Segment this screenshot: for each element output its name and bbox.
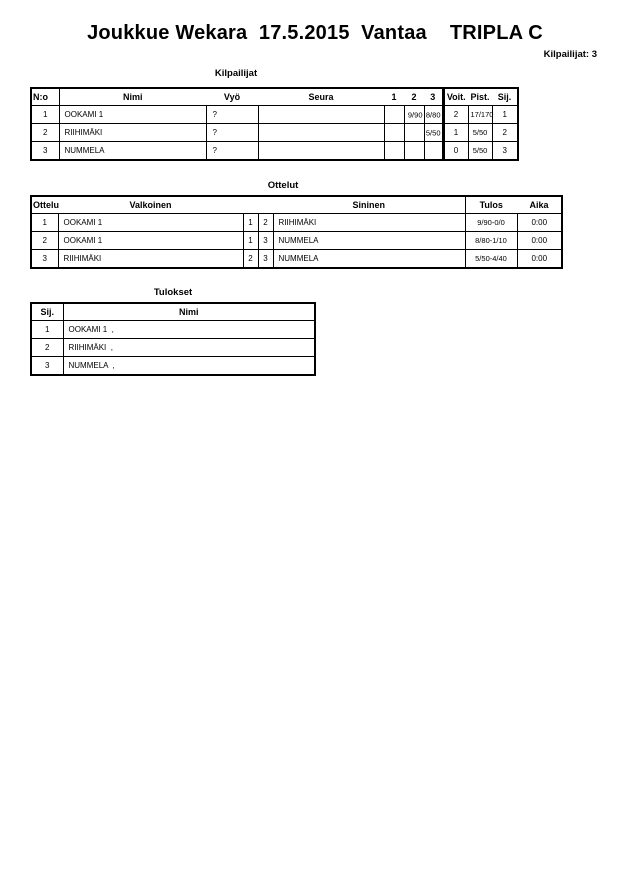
result-cell: 5/50-4/40 xyxy=(465,250,517,269)
result-name-cell: NUMMELA , xyxy=(63,357,315,376)
blue-competitor-cell: NUMMELA xyxy=(273,250,465,269)
competitor-number-cell: 2 xyxy=(31,124,59,142)
table-row xyxy=(31,250,562,269)
page-title: Joukkue Wekara 17.5.2015 Vantaa TRIPLA C xyxy=(87,22,543,44)
table-row xyxy=(31,232,562,250)
col-header-blue-number xyxy=(258,196,273,214)
competitor-name-cell: OOKAMI 1 xyxy=(59,106,206,124)
round1-score-cell xyxy=(384,142,404,161)
white-number-cell: 2 xyxy=(243,250,258,269)
round2-score-cell: 9/90 xyxy=(404,106,424,124)
col-header-blue: Sininen xyxy=(273,196,465,214)
competitor-belt-cell: ? xyxy=(206,124,258,142)
rank-cell: 1 xyxy=(31,321,63,339)
time-cell: 0:00 xyxy=(517,250,562,269)
blue-competitor-cell: RIIHIMÄKI xyxy=(273,214,465,232)
table-header-row xyxy=(31,196,562,214)
white-competitor-cell: RIIHIMÄKI xyxy=(58,250,243,269)
competitors-count: Kilpailijat: 3 xyxy=(543,49,597,60)
result-cell: 8/80-1/10 xyxy=(465,232,517,250)
time-cell: 0:00 xyxy=(517,232,562,250)
col-header-number: N:o xyxy=(31,88,59,106)
competitor-number-cell: 1 xyxy=(31,106,59,124)
competitor-belt-cell: ? xyxy=(206,142,258,161)
blue-number-cell: 3 xyxy=(258,250,273,269)
rank-cell: 1 xyxy=(492,106,518,124)
col-header-white: Valkoinen xyxy=(58,196,243,214)
rank-cell: 2 xyxy=(492,124,518,142)
table-row xyxy=(31,124,518,142)
blue-competitor-cell: NUMMELA xyxy=(273,232,465,250)
col-header-name: Nimi xyxy=(63,303,315,321)
rank-cell: 3 xyxy=(492,142,518,161)
white-competitor-cell: OOKAMI 1 xyxy=(58,214,243,232)
competitors-section-title: Kilpailijat xyxy=(214,68,258,79)
rank-cell: 3 xyxy=(31,357,63,376)
competitor-number-cell: 3 xyxy=(31,142,59,161)
competitors-table xyxy=(30,87,519,161)
col-header-round2: 2 xyxy=(404,88,424,106)
competitor-belt-cell: ? xyxy=(206,106,258,124)
wins-cell: 1 xyxy=(443,124,468,142)
match-number-cell: 1 xyxy=(31,214,58,232)
round2-score-cell xyxy=(404,124,424,142)
competitor-name-cell: NUMMELA xyxy=(59,142,206,161)
matches-table xyxy=(30,195,563,269)
white-number-cell: 1 xyxy=(243,232,258,250)
col-header-match: Ottelu xyxy=(31,196,58,214)
time-cell: 0:00 xyxy=(517,214,562,232)
points-cell: 5/50 xyxy=(468,124,492,142)
wins-cell: 0 xyxy=(443,142,468,161)
blue-number-cell: 3 xyxy=(258,232,273,250)
col-header-club: Seura xyxy=(258,88,384,106)
rank-cell: 2 xyxy=(31,339,63,357)
competitor-club-cell xyxy=(258,124,384,142)
white-number-cell: 1 xyxy=(243,214,258,232)
round3-score-cell: 8/80 xyxy=(424,106,443,124)
competitor-club-cell xyxy=(258,106,384,124)
result-name-cell: RIIHIMÄKI , xyxy=(63,339,315,357)
col-header-belt: Vyö xyxy=(206,88,258,106)
competitor-name-cell: RIIHIMÄKI xyxy=(59,124,206,142)
result-name-cell: OOKAMI 1 , xyxy=(63,321,315,339)
col-header-points: Pist. xyxy=(468,88,492,106)
table-row xyxy=(31,214,562,232)
table-row xyxy=(31,339,315,357)
table-row xyxy=(31,357,315,376)
col-header-rank: Sij. xyxy=(31,303,63,321)
col-header-wins: Voit. xyxy=(443,88,468,106)
round3-score-cell: 5/50 xyxy=(424,124,443,142)
col-header-round1: 1 xyxy=(384,88,404,106)
result-cell: 9/90-0/0 xyxy=(465,214,517,232)
wins-cell: 2 xyxy=(443,106,468,124)
col-header-result: Tulos xyxy=(465,196,517,214)
blue-number-cell: 2 xyxy=(258,214,273,232)
col-header-round3: 3 xyxy=(424,88,443,106)
white-competitor-cell: OOKAMI 1 xyxy=(58,232,243,250)
table-row xyxy=(31,321,315,339)
competitor-club-cell xyxy=(258,142,384,161)
points-cell: 17/170 xyxy=(468,106,492,124)
matches-section-title: Ottelut xyxy=(267,180,299,191)
round1-score-cell xyxy=(384,124,404,142)
table-header-row xyxy=(31,88,518,106)
col-header-white-number xyxy=(243,196,258,214)
round3-score-cell xyxy=(424,142,443,161)
table-row xyxy=(31,106,518,124)
points-cell: 5/50 xyxy=(468,142,492,161)
results-section-title: Tulokset xyxy=(153,287,193,298)
table-header-row xyxy=(31,303,315,321)
round1-score-cell xyxy=(384,106,404,124)
results-table xyxy=(30,302,316,376)
match-number-cell: 2 xyxy=(31,232,58,250)
col-header-name: Nimi xyxy=(59,88,206,106)
col-header-rank: Sij. xyxy=(492,88,518,106)
table-row xyxy=(31,142,518,161)
match-number-cell: 3 xyxy=(31,250,58,269)
round2-score-cell xyxy=(404,142,424,161)
col-header-time: Aika xyxy=(517,196,562,214)
